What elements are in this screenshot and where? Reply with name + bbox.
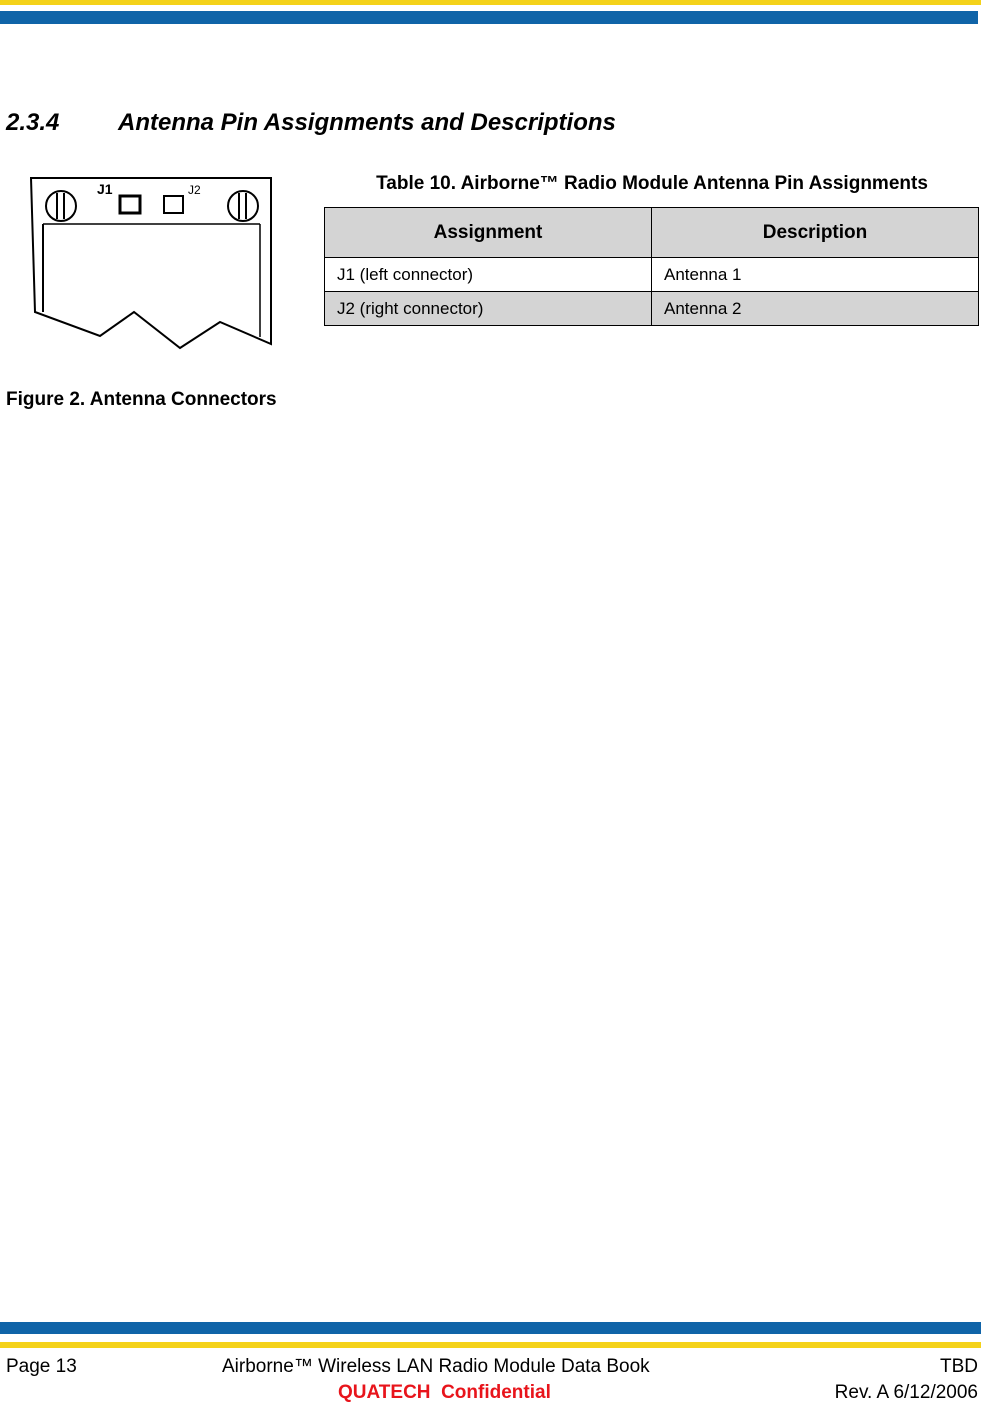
footer-document-title: Airborne™ Wireless LAN Radio Module Data Book [222,1356,650,1377]
footer-yellow-band [0,1342,981,1348]
footer-blue-band [0,1322,981,1334]
cell-assignment: J2 (right connector) [325,292,652,326]
footer-revision: Rev. A 6/12/2006 [834,1382,978,1403]
j2-label: J2 [188,183,201,197]
header-blue-band [0,11,978,24]
j1-label: J1 [97,181,113,197]
j1-connector-icon [120,196,140,213]
footer-status: TBD [940,1356,978,1377]
header-yellow-band [0,0,981,5]
footer-page-number: Page 13 [6,1356,77,1377]
table-caption: Table 10. Airborne™ Radio Module Antenna Pin Assignments [376,173,928,194]
cell-description: Antenna 2 [652,292,979,326]
right-screw-icon [228,191,258,221]
section-number: 2.3.4 [6,109,60,136]
footer-confidential: QUATECH Confidential [338,1382,551,1403]
section-heading [6,109,616,137]
antenna-pin-table [324,207,979,326]
j2-connector-icon [164,196,183,213]
section-title: Antenna Pin Assignments and Descriptions [118,109,616,136]
header-assignment: Assignment [325,208,652,258]
antenna-connectors-figure [30,172,274,354]
left-screw-icon [46,191,76,221]
header-description: Description [652,208,979,258]
cell-description: Antenna 1 [652,258,979,292]
cell-assignment: J1 (left connector) [325,258,652,292]
table-header-row [325,208,979,258]
figure-caption: Figure 2. Antenna Connectors [6,389,277,410]
table-row [325,258,979,292]
table-row [325,292,979,326]
